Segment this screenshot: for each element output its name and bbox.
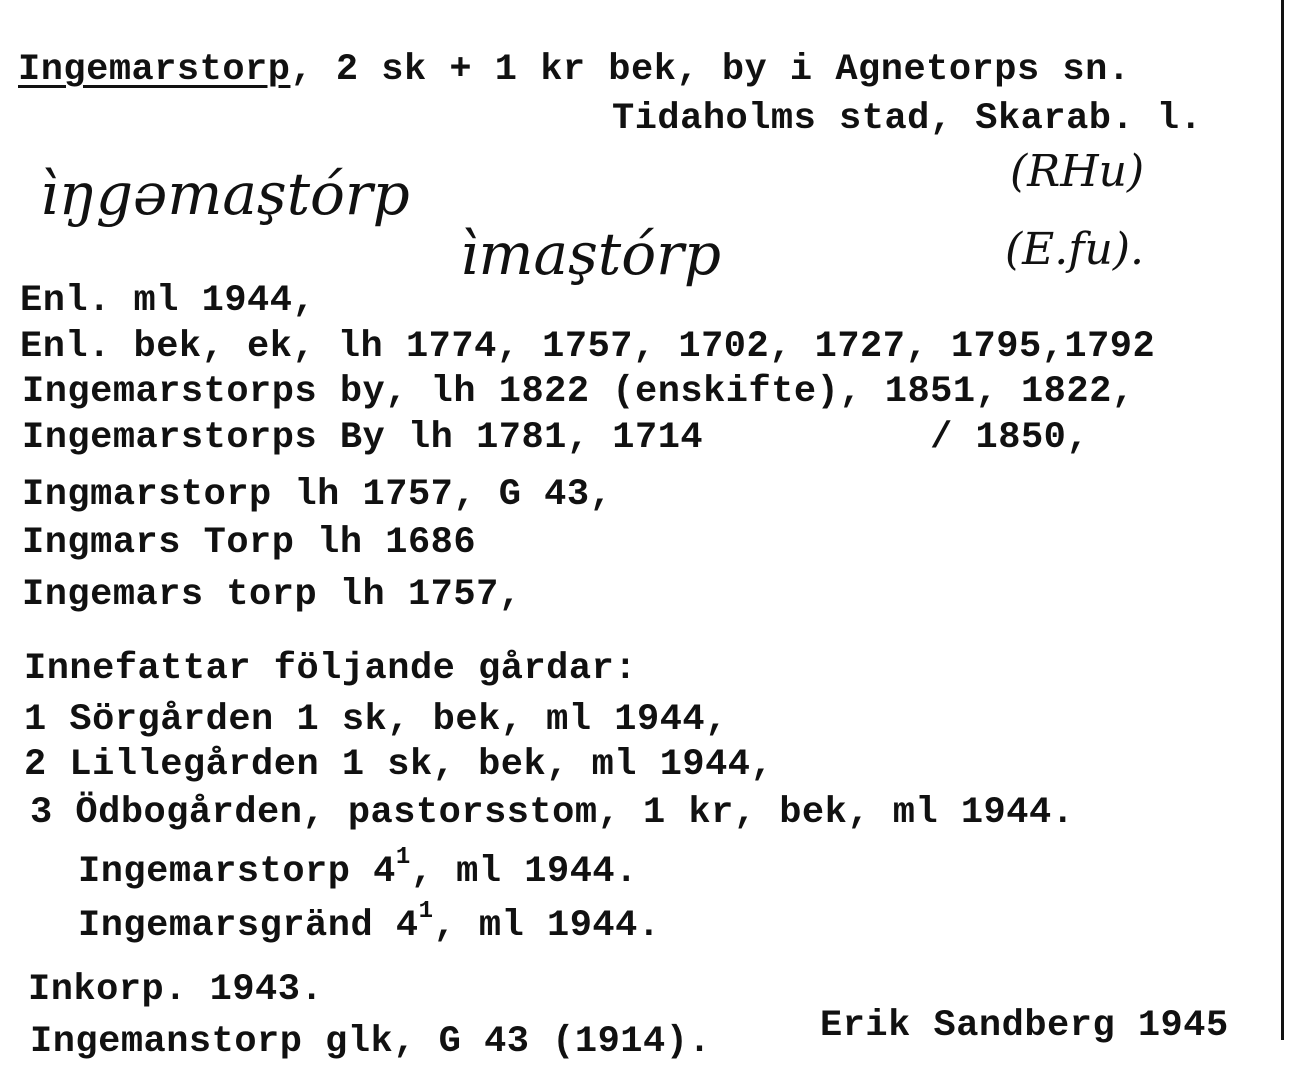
farm-subitem-superscript: 1 xyxy=(395,844,411,871)
record-line: Enl. bek, ek, lh 1774, 1757, 1702, 1727, 1795,1792 xyxy=(20,326,1156,368)
farm-subitem-superscript: 1 xyxy=(418,898,434,925)
record-line: Ingemarstorps By lh 1781, 1714 / 1850, xyxy=(22,417,1090,459)
card-edge xyxy=(1281,0,1284,1040)
header-line-2: Tidaholms stad, Skarab. l. xyxy=(612,98,1203,140)
farm-subitem-name: Ingemarsgränd 4 xyxy=(78,905,419,947)
handwritten-source-1: (RHu) xyxy=(1010,146,1145,197)
farm-subitem-name: Ingemarstorp 4 xyxy=(78,851,396,893)
place-name: Ingemarstorp xyxy=(18,49,291,91)
farm-item: 2 Lillegården 1 sk, bek, ml 1944, xyxy=(24,744,774,786)
author-signature: Erik Sandberg 1945 xyxy=(820,1005,1229,1047)
record-line: Ingmars Torp lh 1686 xyxy=(22,522,477,564)
handwritten-pronunciation-2: ìmaştórp xyxy=(460,220,721,288)
handwritten-pronunciation-1: ìŋgəmaştórp xyxy=(40,160,410,228)
glk-line: Ingemanstorp glk, G 43 (1914). xyxy=(30,1021,712,1063)
farm-item: 3 Ödbogården, pastorsstom, 1 kr, bek, ml 1944. xyxy=(30,792,1075,834)
record-line: Ingmarstorp lh 1757, G 43, xyxy=(22,474,613,516)
record-line: Ingemarstorps by, lh 1822 (enskifte), 1851, 1822, xyxy=(22,371,1135,413)
handwritten-source-2: (E.fu). xyxy=(1005,224,1145,275)
header-line-1-rest: , 2 sk + 1 kr bek, by i Agnetorps sn. xyxy=(290,49,1131,91)
farm-subitem xyxy=(78,900,661,945)
record-line: Ingemars torp lh 1757, xyxy=(22,574,522,616)
farm-subitem-rest: , ml 1944. xyxy=(410,851,638,893)
header-line-1 xyxy=(18,49,1131,91)
farm-subitem-rest: , ml 1944. xyxy=(433,905,661,947)
farms-heading: Innefattar följande gårdar: xyxy=(24,648,637,690)
record-line: Enl. ml 1944, xyxy=(20,280,316,322)
farm-subitem xyxy=(78,846,638,891)
farm-item: 1 Sörgården 1 sk, bek, ml 1944, xyxy=(24,699,728,741)
inkorp-line: Inkorp. 1943. xyxy=(28,969,324,1011)
